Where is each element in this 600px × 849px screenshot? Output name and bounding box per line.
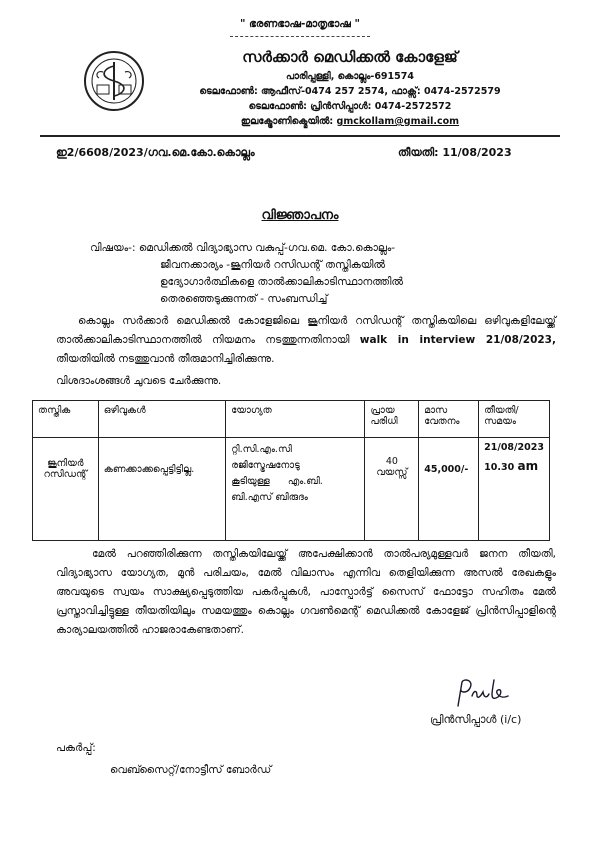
header-salary: മാസ വേതനം (419, 401, 479, 438)
subject-block (90, 240, 490, 308)
institution-name: സർക്കാർ മെഡിക്കൽ കോളേജ് (242, 48, 458, 66)
header-post: തസ്തിക (33, 401, 99, 438)
subject-line-2: ജീവനക്കാര്യം -ജൂനിയർ റസിഡന്റ് തസ്തികയിൽ (160, 259, 386, 271)
header-vacancies: ഒഴിവുകൾ (98, 401, 225, 438)
subject-line-4: തെരഞ്ഞെടുക്കുന്നത് - സംബന്ധിച്ച് (160, 293, 328, 305)
principal-signature-icon (452, 676, 522, 710)
principal-phone: ടെലഫോൺ: പ്രിൻസിപ്പാൾ: 0474-2572572 (248, 101, 452, 112)
subject-line-1: വിഷയം-: മെഡിക്കൽ വിദ്യാഭ്യാസ വകുപ്പ്-ഗവ.മെ. കോ.കൊല്ലം- (90, 242, 396, 254)
cell-vacancies: കണക്കാക്കപ്പെട്ടിട്ടില്ല. (98, 438, 225, 541)
notice-title (0, 208, 600, 223)
reference-number: ഇ2/6608/2023/ഗവ.മെ.കോ.കൊല്ലം (56, 146, 255, 159)
announcement-paragraph: കൊല്ലം സർക്കാർ മെഡിക്കൽ കോളേജിലെ ജൂനിയർ റസിഡന്റ് തസ്തികയിലെ ഒഴിവുകളിലേയ്ക്ക് താൽക്കാലികാടിസ്ഥാനത്തിൽ നിയമനം നടത്തുന്നതിനായി walk in interview 21/08/2023, തീയതിയിൽ നടത്തുവാൻ തീരുമാനിച്ചിരിക്കുന്നു. (56, 315, 556, 365)
header-divider (40, 135, 560, 137)
vacancy-table (32, 400, 550, 541)
college-emblem-icon (83, 48, 145, 114)
table-row (33, 438, 550, 541)
cell-datetime: 21/08/2023 10.30 am (479, 438, 550, 541)
details-intro: വിശദാംശങ്ങൾ ചുവടെ ചേർക്കുന്നു. (56, 375, 222, 387)
office-phone-fax: ടെലഫോൺ: ആഫീസ്-0474 257 2574, ഫാക്സ്: 0474-2572579 (199, 86, 501, 97)
email-line (160, 116, 540, 127)
header-qualification: യോഗ്യത (226, 401, 365, 438)
motto: " ഭരണഭാഷ-മാതൃഭാഷ " (240, 18, 360, 30)
email-link[interactable]: gmckollam@gmail.com (336, 116, 460, 127)
subject-line-3: ഉദ്യോഗാർത്ഥികളെ താൽക്കാലികാടിസ്ഥാനത്തിൽ (160, 276, 404, 288)
copy-to-item: വെബ്സൈറ്റ്/നോട്ടീസ് ബോർഡ് (110, 764, 272, 776)
walk-in-interview-date: walk in interview 21/08/2023, (359, 334, 556, 346)
document-date: തീയതി: 11/08/2023 (398, 146, 512, 159)
cell-post: ജൂനിയർ റസിഡന്റ് (33, 438, 99, 541)
copy-to-label: പകർപ്പ്: (56, 742, 96, 754)
header-age-limit: പ്രായ പരിധി (365, 401, 419, 438)
email-label: ഇലക്ട്രോണിക്മെയിൽ: (240, 116, 334, 127)
cell-qualification: റ്റി.സി.എം.സി രജിസ്ട്രേഷനോടു കൂടിയുള്ള എം.ബി. ബി.എസ് ബിരുദം (226, 438, 365, 541)
notice-title-text: വിജ്ഞാപനം (261, 208, 339, 223)
signatory-title: പ്രിൻസിപ്പാൾ (i/c) (430, 713, 522, 726)
table-header-row (33, 401, 550, 438)
cell-age-limit: 40 വയസ്സ് (365, 438, 419, 541)
motto-divider (230, 36, 370, 37)
cell-salary: 45,000/- (419, 438, 479, 541)
subject-label: വിഷയം-: (90, 242, 136, 254)
header-datetime: തീയതി/ സമയം (479, 401, 550, 438)
instructions-paragraph: മേൽ പറഞ്ഞിരിക്കുന്ന തസ്തികയിലേയ്ക്ക് അപേക്ഷിക്കാൻ താൽപര്യമുള്ളവർ ജനന തീയതി, വിദ്യാഭ്യാസ യോഗ്യത, മുൻ പരിചയം, മേൽ വിലാസം എന്നിവ തെളിയിക്കുന്ന അസൽ രേഖകളും അവയുടെ സ്വയം സാക്ഷ്യപ്പെടുത്തിയ പകർപ്പുകൾ, പാസ്പോർട്ട് സൈസ് ഫോട്ടോ സഹിതം മേൽ പ്രസ്താവിച്ചിട്ടുള്ള തീയതിയിലും സമയത്തും കൊല്ലം ഗവൺമെന്റ് മെഡിക്കൽ കോളേജ് പ്രിൻസിപ്പാളിന്റെ കാര്യാലയത്തിൽ ഹാജരാകേണ്ടതാണ്. (56, 548, 556, 636)
institution-address: പാരിപ്പള്ളി, കൊല്ലം-691574 (286, 71, 414, 82)
